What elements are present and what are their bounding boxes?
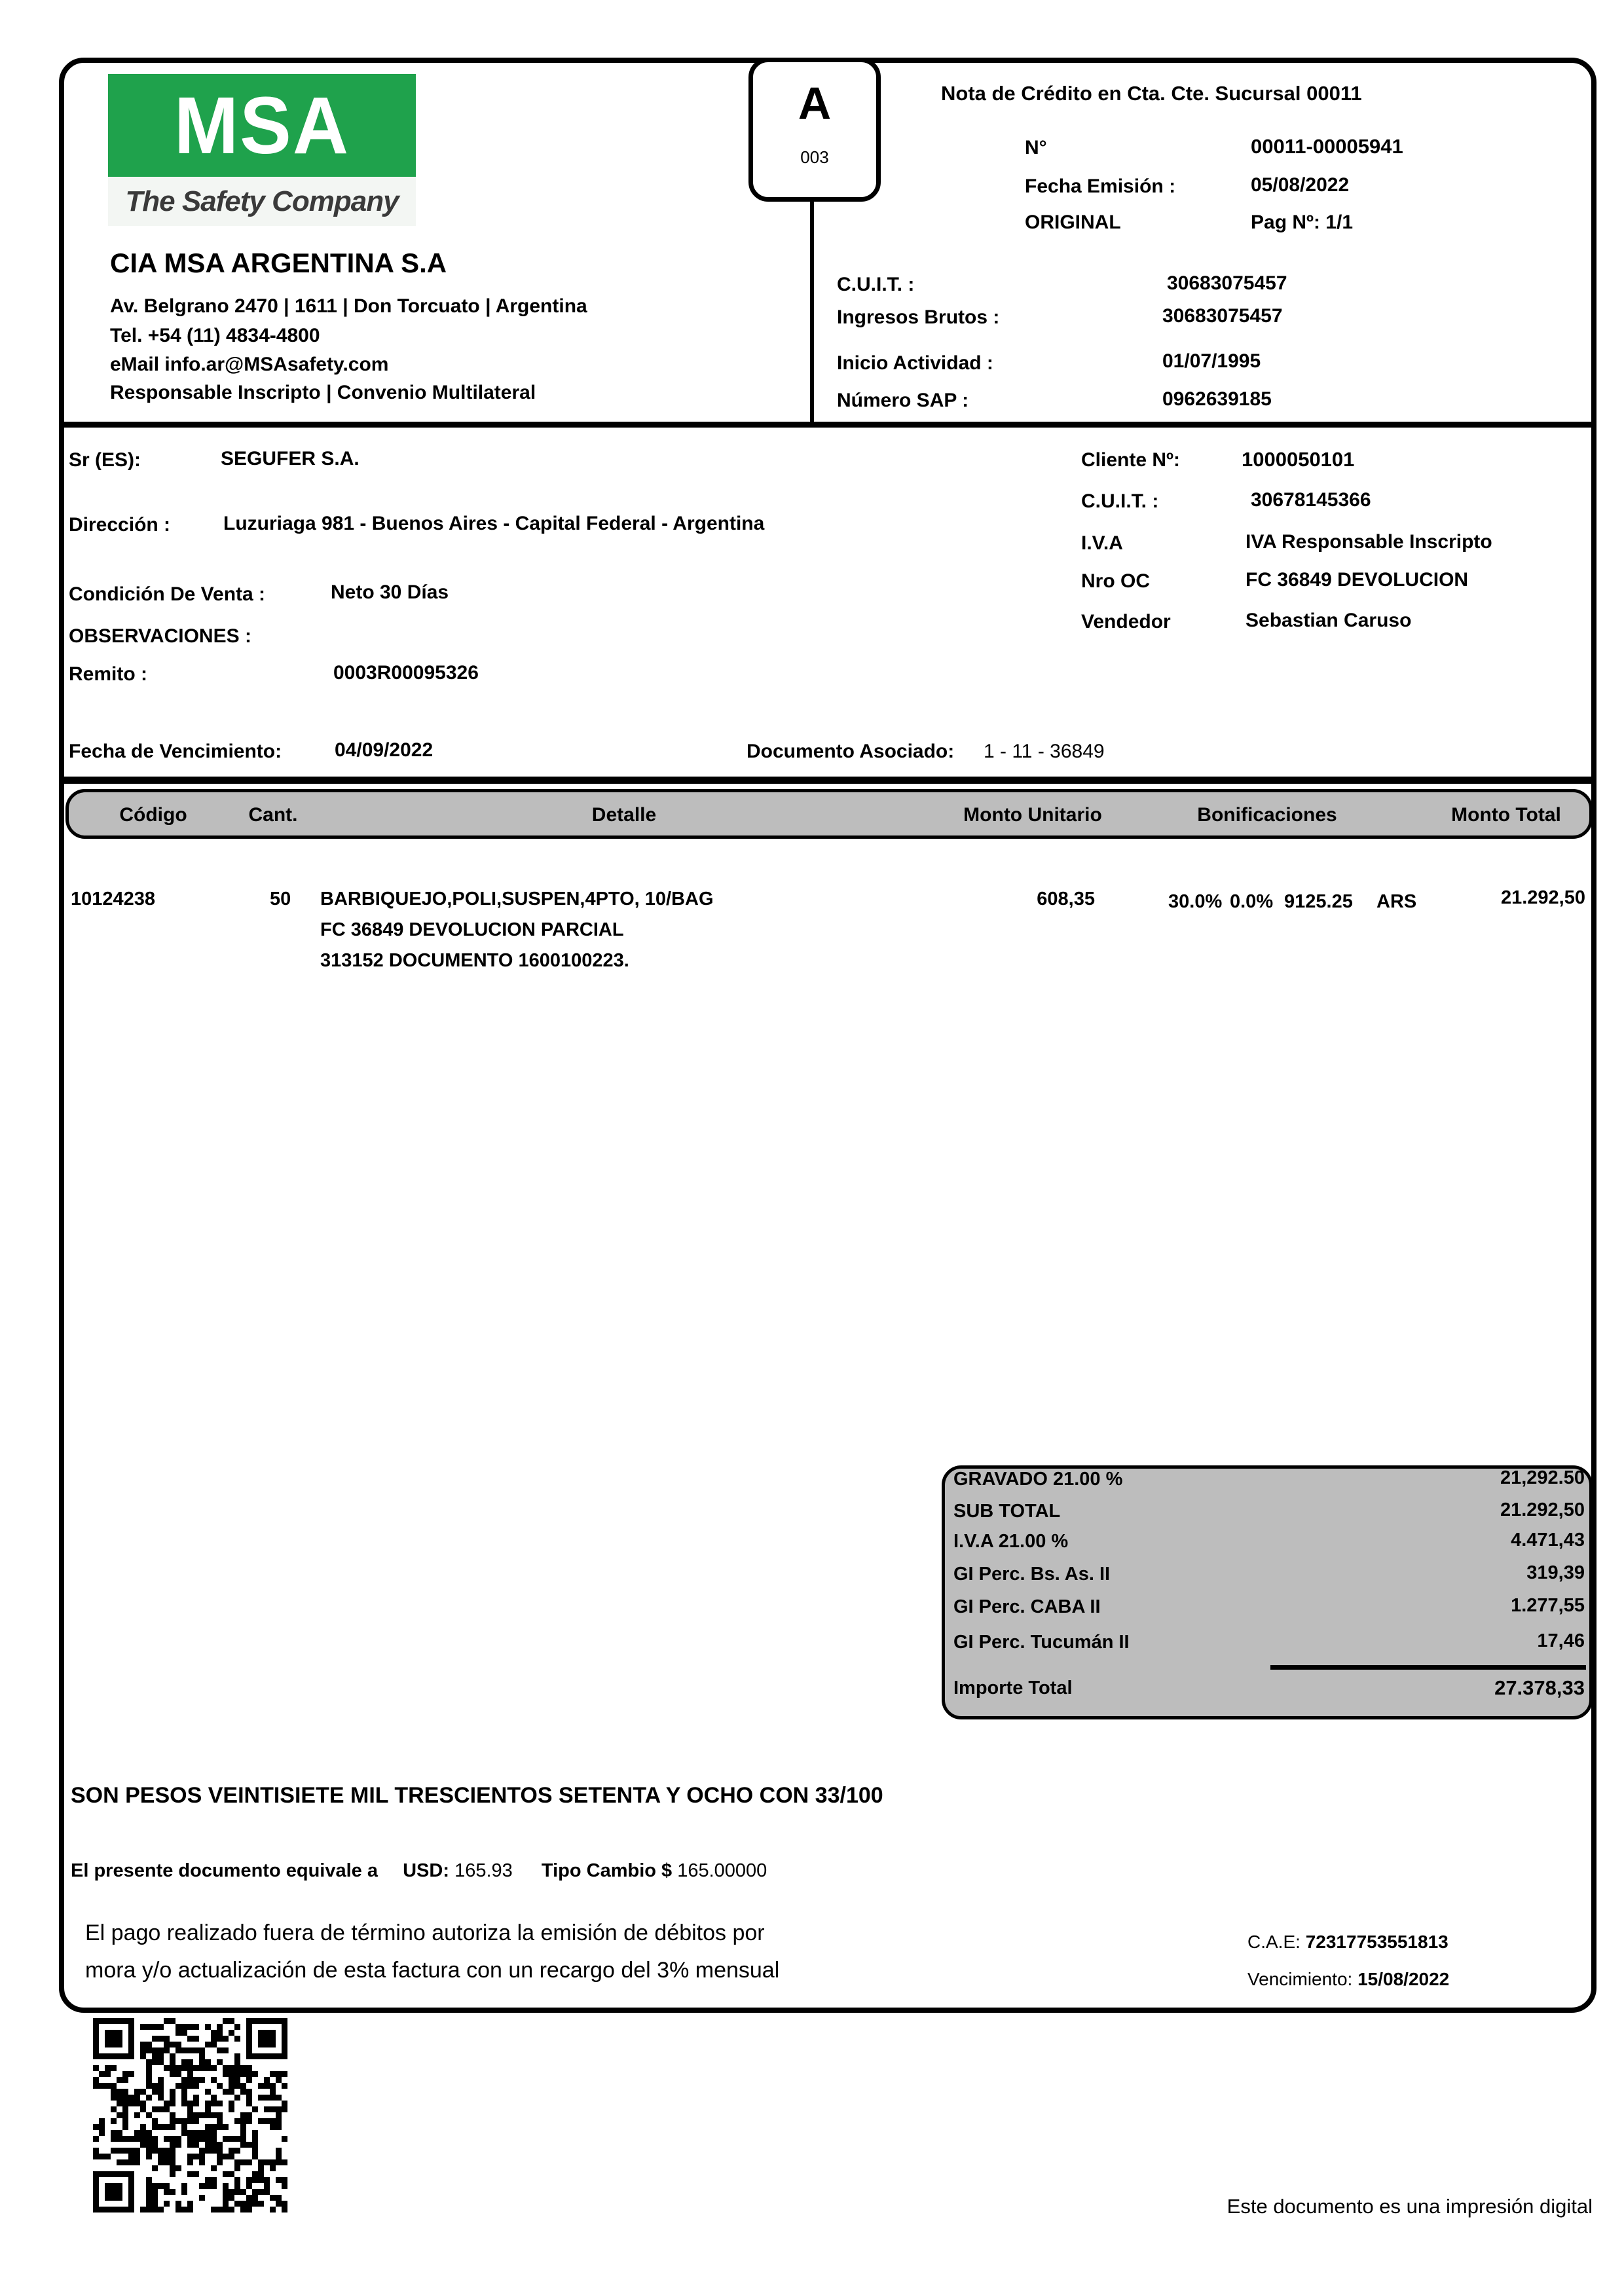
row-detalle-line1: BARBIQUEJO,POLI,SUSPEN,4PTO, 10/BAG — [320, 889, 714, 909]
page-number: Pag Nº: 1/1 — [1251, 211, 1354, 233]
observations-label: OBSERVACIONES : — [69, 625, 251, 647]
row-detalle-line2: FC 36849 DEVOLUCION PARCIAL — [320, 919, 624, 940]
customer-address: Luzuriaga 981 - Buenos Aires - Capital Federal - Argentina — [223, 513, 765, 534]
row-codigo: 10124238 — [71, 889, 156, 909]
cae-due-value: 15/08/2022 — [1357, 1969, 1450, 1989]
cae-due-line — [1247, 1969, 1449, 1990]
row-cant: 50 — [270, 889, 291, 909]
total-subtotal-value: 21.292,50 — [1500, 1499, 1585, 1520]
oc-number-label: Nro OC — [1081, 570, 1150, 592]
sale-terms-value: Neto 30 Días — [331, 581, 449, 603]
section-divider-top — [62, 422, 1594, 428]
payment-terms-line2: mora y/o actualización de esta factura con un recargo del 3% mensual — [85, 1958, 780, 1983]
col-header-monto-total: Monto Total — [1451, 804, 1561, 826]
sale-terms-label: Condición De Venta : — [69, 583, 266, 605]
msa-logo — [108, 74, 416, 177]
due-date-value: 04/09/2022 — [335, 739, 434, 761]
row-currency: ARS — [1376, 891, 1417, 912]
row-detalle-line3: 313152 DOCUMENTO 1600100223. — [320, 950, 629, 971]
invoice-type-box — [748, 58, 881, 202]
total-perc-tucuman-label: GI Perc. Tucumán II — [953, 1632, 1130, 1653]
invoice-type-code: 003 — [800, 147, 829, 167]
iibb-label: Ingresos Brutos : — [837, 306, 1000, 328]
document-border — [59, 58, 1596, 2013]
col-header-detalle: Detalle — [591, 804, 657, 826]
usd-value: 165.93 — [454, 1860, 513, 1881]
original-label: ORIGINAL — [1025, 211, 1121, 233]
seller-value: Sebastian Caruso — [1246, 610, 1412, 631]
cuit-value: 30683075457 — [1167, 272, 1287, 294]
exchange-rate-label: Tipo Cambio $ — [541, 1860, 673, 1881]
remito-label: Remito : — [69, 663, 147, 685]
company-phone: Tel. +54 (11) 4834-4800 — [110, 325, 320, 346]
sap-number-label: Número SAP : — [837, 390, 969, 411]
associated-doc-value: 1 - 11 - 36849 — [984, 741, 1105, 762]
total-subtotal-label: SUB TOTAL — [953, 1501, 1061, 1522]
equivalence-prefix: El presente documento equivale a — [71, 1860, 378, 1881]
col-header-monto-unitario: Monto Unitario — [963, 804, 1102, 826]
col-header-cant: Cant. — [248, 804, 298, 826]
company-address: Av. Belgrano 2470 | 1611 | Don Torcuato | Argentina — [110, 295, 587, 317]
issue-date-value: 05/08/2022 — [1251, 174, 1350, 196]
payment-terms-line1: El pago realizado fuera de término autoriza la emisión de débitos por — [85, 1920, 765, 1945]
cae-value: 72317753551813 — [1305, 1932, 1449, 1952]
qr-code — [93, 2018, 289, 2220]
importe-total-label: Importe Total — [953, 1678, 1073, 1698]
total-perc-caba-value: 1.277,55 — [1511, 1595, 1585, 1616]
seller-label: Vendedor — [1081, 611, 1171, 633]
sap-number-value: 0962639185 — [1162, 388, 1272, 410]
cae-due-label: Vencimiento: — [1247, 1969, 1353, 1989]
msa-tagline: The Safety Company — [125, 185, 399, 217]
remito-value: 0003R00095326 — [333, 662, 479, 684]
document-title: Nota de Crédito en Cta. Cte. Sucursal 00011 — [941, 82, 1362, 105]
number-value: 00011-00005941 — [1251, 135, 1403, 158]
client-number-value: 1000050101 — [1242, 448, 1355, 471]
row-monto-unitario: 608,35 — [1037, 889, 1095, 909]
number-label: N° — [1025, 137, 1047, 158]
invoice-type-letter: A — [798, 78, 832, 129]
total-perc-tucuman-value: 17,46 — [1537, 1630, 1585, 1651]
client-cuit-label: C.U.I.T. : — [1081, 490, 1159, 512]
exchange-rate-value: 165.00000 — [677, 1860, 767, 1881]
client-cuit-value: 30678145366 — [1251, 489, 1371, 511]
total-perc-bsas-value: 319,39 — [1526, 1562, 1585, 1583]
oc-number-value: FC 36849 DEVOLUCION — [1246, 569, 1469, 591]
header-vertical-divider — [810, 202, 814, 424]
col-header-bonificaciones: Bonificaciones — [1197, 804, 1337, 826]
customer-name: SEGUFER S.A. — [221, 448, 360, 469]
equivalence-line — [71, 1860, 767, 1882]
msa-logo-text: MSA — [174, 80, 350, 171]
section-divider-table — [62, 777, 1594, 784]
iva-label: I.V.A — [1081, 532, 1123, 554]
company-email: eMail info.ar@MSAsafety.com — [110, 354, 389, 375]
msa-tagline-strip — [108, 177, 416, 226]
usd-label: USD: — [403, 1860, 449, 1881]
total-gravado-label: GRAVADO 21.00 % — [953, 1469, 1123, 1490]
row-bonif-pct2: 0.0% — [1230, 891, 1274, 912]
company-name: CIA MSA ARGENTINA S.A — [110, 248, 447, 278]
amount-in-words: SON PESOS VEINTISIETE MIL TRESCIENTOS SETENTA Y OCHO CON 33/100 — [71, 1783, 883, 1808]
row-monto-total: 21.292,50 — [1500, 887, 1585, 908]
total-iva-value: 4.471,43 — [1511, 1530, 1585, 1551]
customer-label: Sr (ES): — [69, 449, 141, 471]
company-tax-status: Responsable Inscripto | Convenio Multilateral — [110, 382, 536, 403]
iva-value: IVA Responsable Inscripto — [1246, 531, 1492, 553]
due-date-label: Fecha de Vencimiento: — [69, 741, 282, 762]
customer-address-label: Dirección : — [69, 514, 171, 536]
issue-date-label: Fecha Emisión : — [1025, 175, 1176, 197]
col-header-codigo: Código — [119, 804, 187, 826]
total-gravado-value: 21,292.50 — [1500, 1467, 1585, 1488]
totals-rule — [1270, 1665, 1586, 1670]
activity-start-label: Inicio Actividad : — [837, 352, 993, 374]
row-bonif-amount: 9125.25 — [1284, 891, 1353, 912]
total-iva-label: I.V.A 21.00 % — [953, 1531, 1069, 1552]
total-perc-bsas-label: GI Perc. Bs. As. II — [953, 1564, 1111, 1585]
cae-label: C.A.E: — [1247, 1932, 1301, 1952]
cuit-label: C.U.I.T. : — [837, 274, 915, 295]
digital-print-note: Este documento es una impresión digital — [1227, 2195, 1593, 2218]
activity-start-value: 01/07/1995 — [1162, 350, 1261, 372]
importe-total-value: 27.378,33 — [1494, 1676, 1585, 1699]
client-number-label: Cliente Nº: — [1081, 449, 1180, 471]
total-perc-caba-label: GI Perc. CABA II — [953, 1596, 1101, 1617]
cae-line — [1247, 1932, 1449, 1953]
associated-doc-label: Documento Asociado: — [747, 741, 955, 762]
iibb-value: 30683075457 — [1162, 305, 1283, 327]
row-bonif-pct1: 30.0% — [1168, 891, 1223, 912]
